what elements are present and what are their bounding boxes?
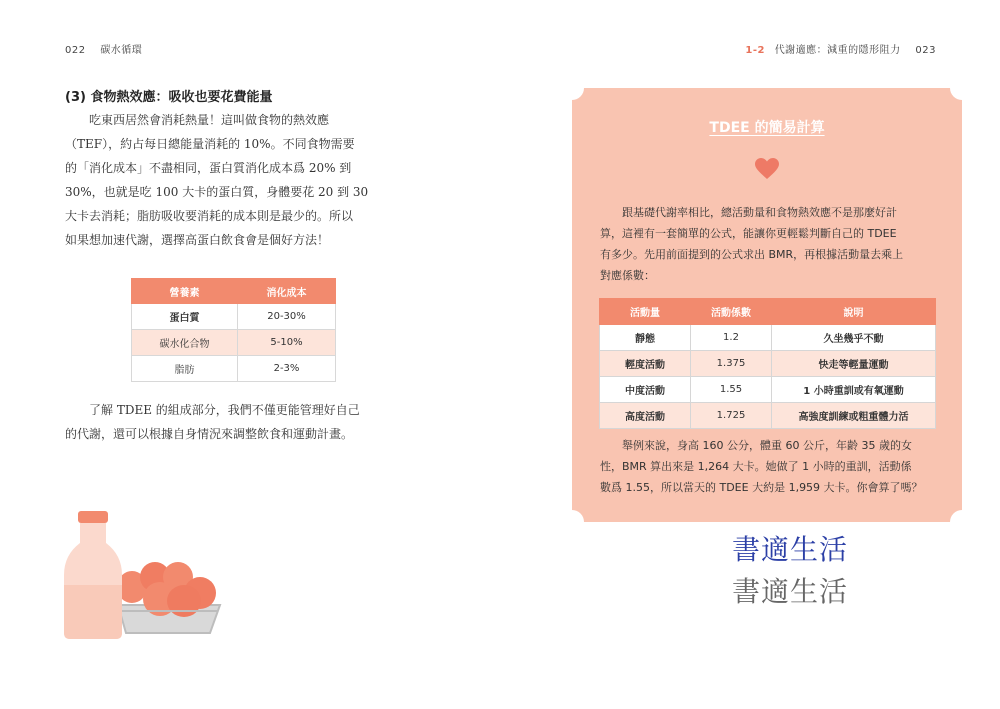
chapter-title: 碳水循環 [100, 45, 143, 56]
table-header: 活動係數 [691, 299, 772, 325]
watermark-blue: 書適生活 [732, 533, 849, 566]
text-line: 數爲 1.55，所以當天的 TDEE 大約是 1,959 大卡。你會算了嗎？ [600, 481, 923, 494]
page-header-right [745, 41, 936, 56]
tef-table [131, 278, 336, 382]
table-header: 活動量 [600, 299, 691, 325]
text-line: （TEF），約占每日總能量消耗的 10%。不同食物需要 [65, 137, 355, 151]
text-line: 如果想加速代謝，選擇高蛋白飲食會是個好方法！ [65, 233, 330, 247]
table-cell: 久坐幾乎不動 [772, 325, 936, 351]
paragraph-summary [65, 398, 405, 446]
table-row [600, 377, 936, 403]
table-header: 說明 [772, 299, 936, 325]
page-header-left [65, 41, 142, 56]
table-cell: 2-3% [238, 356, 336, 382]
text-line: 了解 TDEE 的組成部分，我們不僅更能管理好自己 [89, 403, 360, 417]
milk-eggs-illustration [60, 505, 230, 645]
text-line: 算，這裡有一套簡單的公式，能讓你更輕鬆判斷自己的 TDEE [600, 227, 897, 240]
table-cell: 1.725 [691, 403, 772, 429]
table-cell: 靜態 [600, 325, 691, 351]
text-line: 吃東西居然會消耗熱量！這叫做食物的熱效應 [89, 113, 330, 127]
text-line: 性，BMR 算出來是 1,264 大卡。她做了 1 小時的重訓，活動係 [600, 460, 912, 473]
paragraph-tef [65, 108, 405, 252]
activity-table [599, 298, 936, 429]
table-row [600, 351, 936, 377]
table-cell: 高強度訓練或粗重體力活 [772, 403, 936, 429]
text-line: 大卡去消耗；脂肪吸收要消耗的成本則是最少的。所以 [65, 209, 354, 223]
table-header-row [132, 279, 336, 304]
table-header: 營養素 [132, 279, 238, 304]
text-line: 的「消化成本」不盡相同，蛋白質消化成本爲 20% 到 [65, 161, 352, 175]
section-title: (3) 食物熱效應：吸收也要花費能量 [65, 90, 273, 105]
text-line: 的代謝，還可以根據自身情況來調整飲食和運動計畫。 [65, 427, 354, 441]
table-row [132, 304, 336, 330]
page-number-left: 022 [65, 45, 86, 56]
table-cell: 蛋白質 [132, 304, 238, 330]
text-line: 舉例來說，身高 160 公分，體重 60 公斤，年齡 35 歲的女 [622, 439, 912, 452]
table-cell: 1 小時重訓或有氧運動 [772, 377, 936, 403]
table-cell: 中度活動 [600, 377, 691, 403]
text-line: 有多少。先用前面提到的公式求出 BMR，再根據活動量去乘上 [600, 248, 904, 261]
card-example [600, 435, 938, 498]
table-cell: 脂肪 [132, 356, 238, 382]
card-intro [600, 202, 938, 286]
table-row [132, 330, 336, 356]
table-header: 消化成本 [238, 279, 336, 304]
table-cell: 1.55 [691, 377, 772, 403]
text-line: 對應係數： [600, 269, 655, 282]
watermark-gray: 書適生活 [732, 575, 849, 608]
table-cell: 高度活動 [600, 403, 691, 429]
table-cell: 1.375 [691, 351, 772, 377]
heart-icon [755, 158, 779, 180]
table-row [132, 356, 336, 382]
tdee-card [572, 88, 962, 522]
table-cell: 碳水化合物 [132, 330, 238, 356]
milk-bottle-illustration [64, 511, 122, 639]
card-title: TDEE 的簡易計算 [709, 120, 825, 136]
table-row [600, 403, 936, 429]
table-cell: 20-30% [238, 304, 336, 330]
table-cell: 快走等輕量運動 [772, 351, 936, 377]
table-cell: 1.2 [691, 325, 772, 351]
table-cell: 5-10% [238, 330, 336, 356]
table-header-row [600, 299, 936, 325]
section-number: 1-2 [745, 45, 765, 56]
text-line: 跟基礎代謝率相比，總活動量和食物熱效應不是那麼好計 [622, 206, 897, 219]
egg-tray-illustration [117, 562, 220, 633]
section-header-title: 代謝適應：減重的隱形阻力 [774, 45, 901, 56]
text-line: 30%，也就是吃 100 大卡的蛋白質，身體要花 20 到 30 [65, 185, 369, 199]
table-cell: 輕度活動 [600, 351, 691, 377]
table-row [600, 325, 936, 351]
page-number-right: 023 [915, 45, 936, 56]
